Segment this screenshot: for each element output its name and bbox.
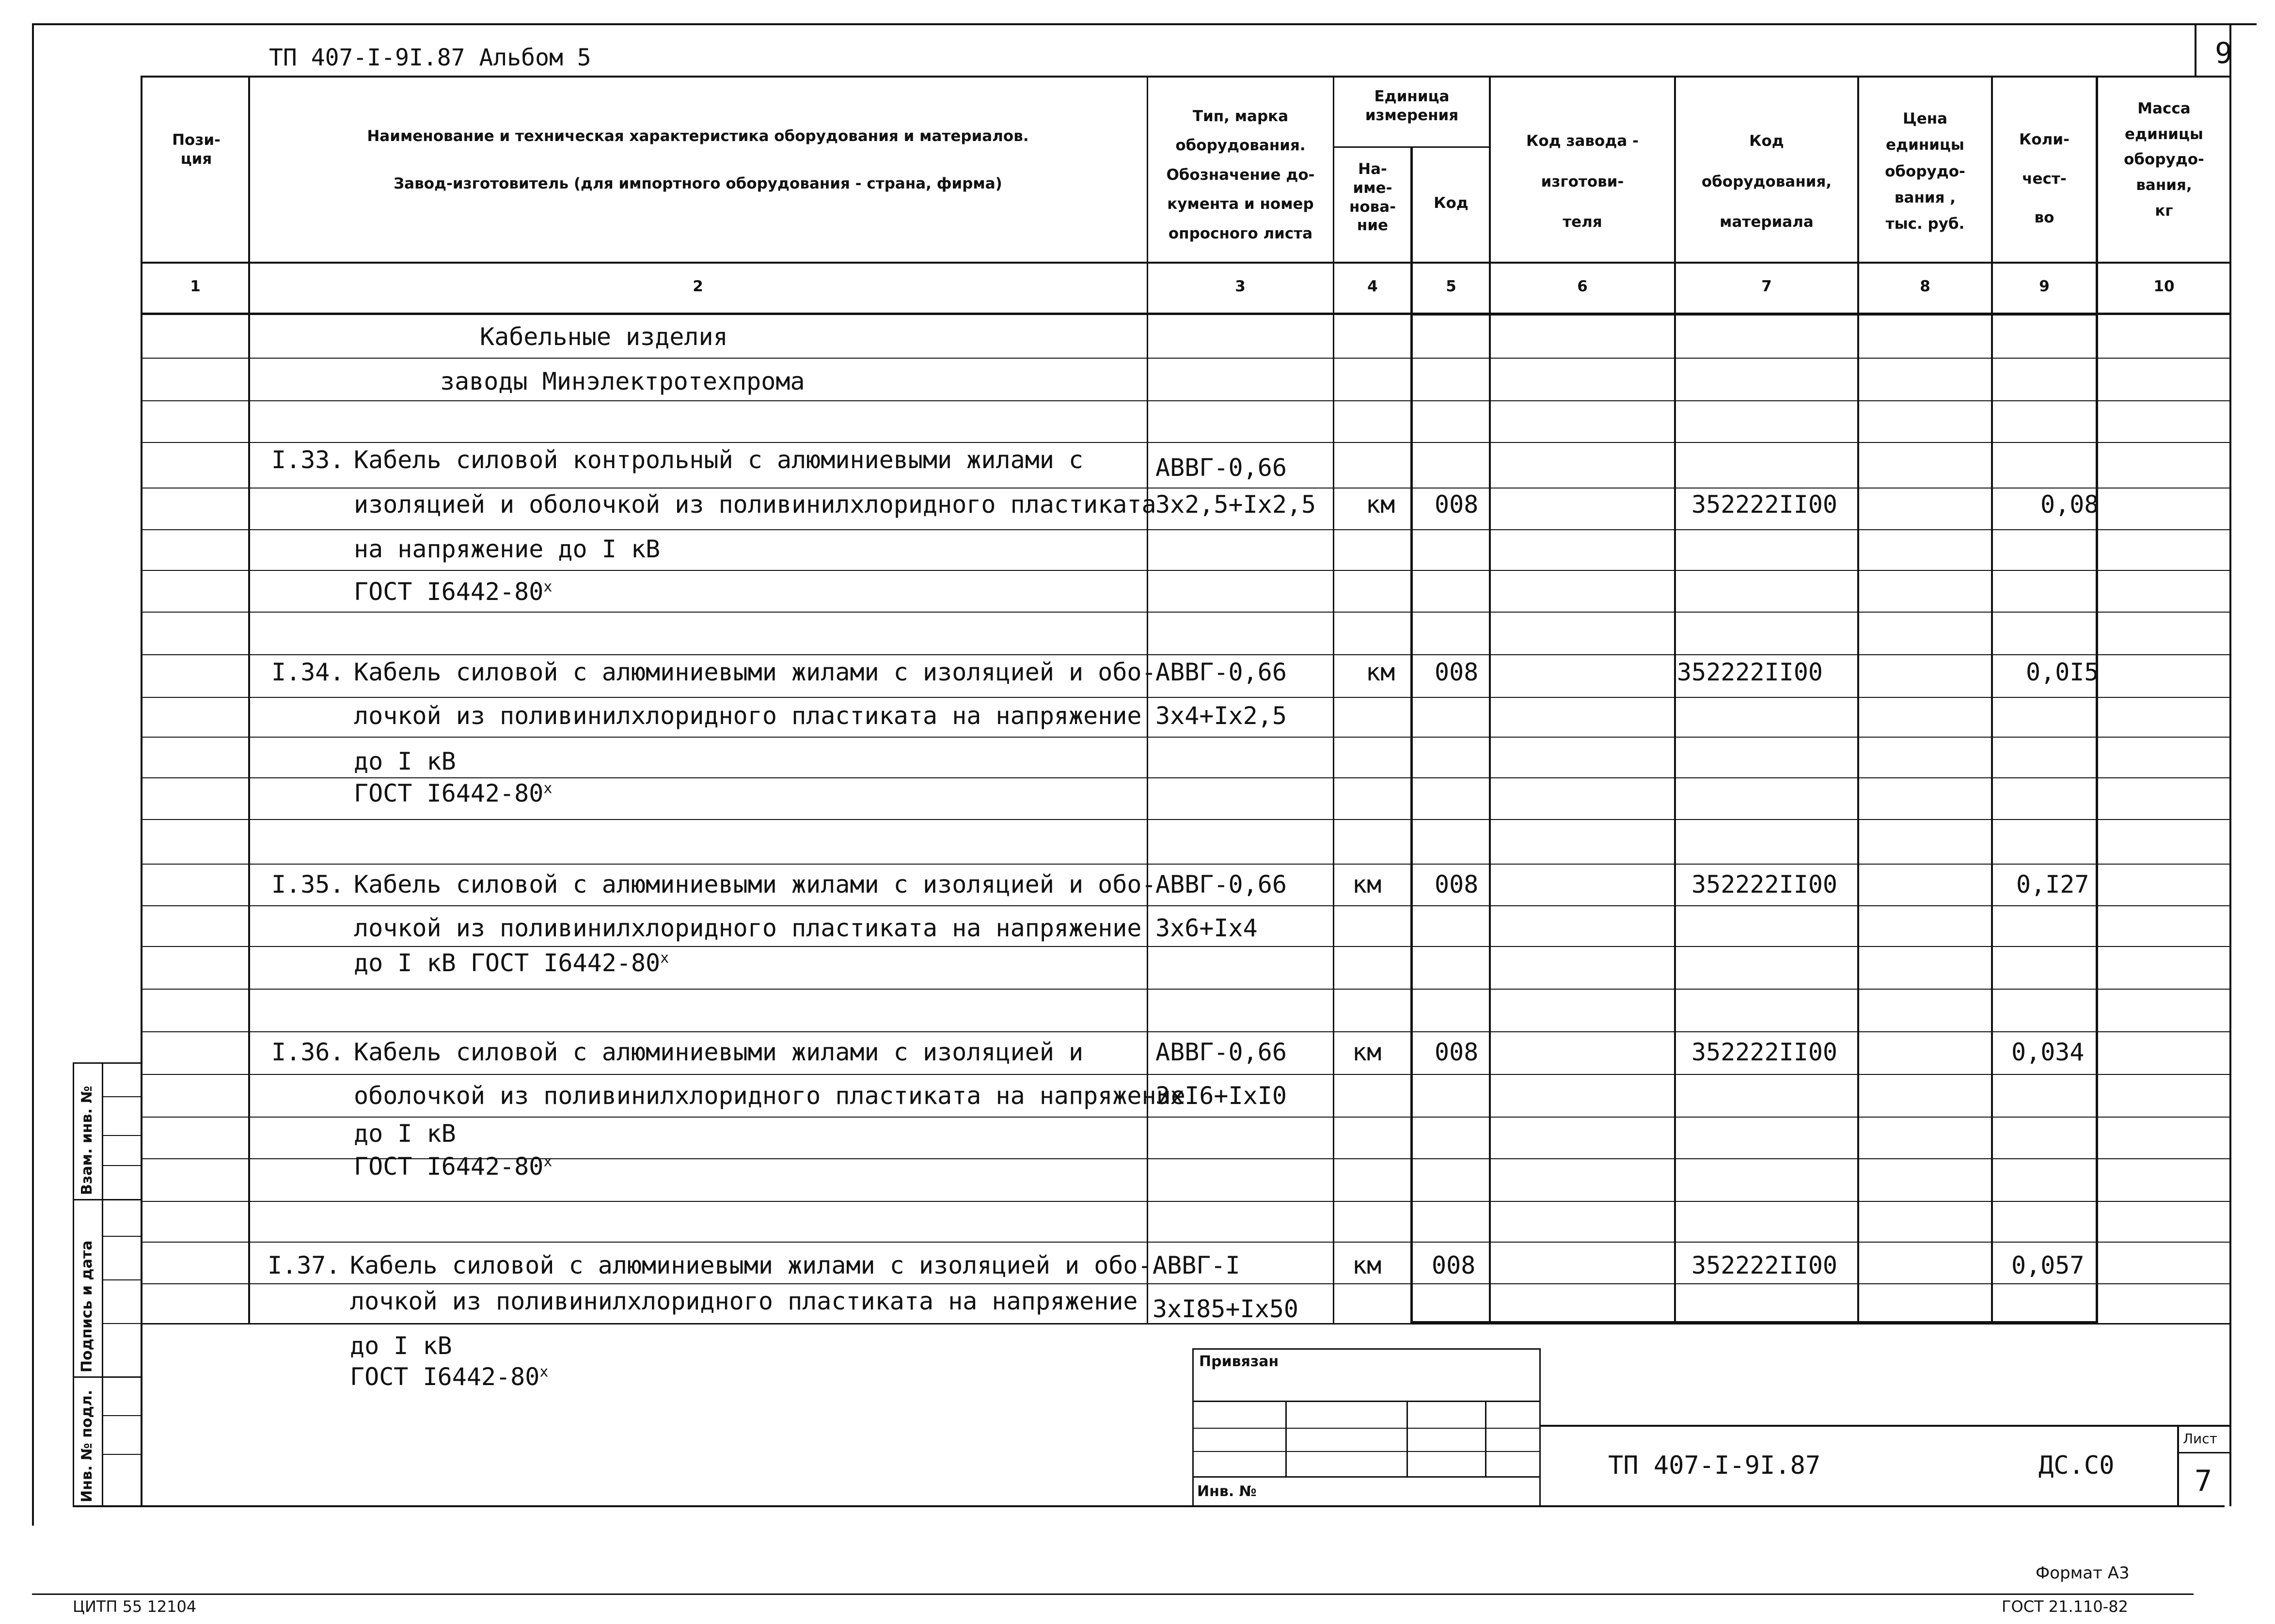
item-qty: 0,034 bbox=[2011, 1038, 2085, 1066]
document-title: ТП 407-I-9I.87 Альбом 5 bbox=[269, 44, 591, 71]
item-name-line: на напряжение до I кВ bbox=[354, 535, 661, 563]
col-number-8: 8 bbox=[1920, 278, 1930, 295]
col-number-1: 1 bbox=[190, 278, 201, 295]
col-number-9: 9 bbox=[2039, 278, 2050, 295]
item-position: I.33. bbox=[271, 446, 345, 474]
item-type: АВВГ-0,66 bbox=[1155, 1038, 1287, 1066]
header-maker-code: Код завода - изготови- теля bbox=[1526, 132, 1639, 231]
item-gost: до I кВ ГОСТ $I6442-80^х$ bbox=[354, 949, 669, 977]
col-number-2: 2 bbox=[693, 278, 703, 295]
item-unit: км bbox=[1352, 870, 1382, 899]
item-type: 3хI6+IхI0 bbox=[1155, 1082, 1287, 1110]
item-name-line: оболочкой из поливинилхлоридного пластиката на напряжение bbox=[354, 1082, 1185, 1110]
item-gost: ГОСТ $I6442-80^х$ bbox=[354, 578, 553, 606]
col-number-5: 5 bbox=[1446, 278, 1456, 295]
item-type: 3х2,5+Iх2,5 bbox=[1155, 490, 1316, 519]
item-name-line: изоляцией и оболочкой из поливинилхлоридного пластиката bbox=[354, 490, 1156, 519]
title-doc-mark: ДС.С0 bbox=[2038, 1451, 2115, 1480]
section-title: Кабельные изделия bbox=[480, 323, 728, 351]
item-name-line: до I кВ bbox=[354, 747, 456, 775]
item-name-line: до I кВ bbox=[350, 1332, 452, 1360]
item-name-line: Кабель силовой контрольный с алюминиевыми жилами с bbox=[354, 446, 1084, 474]
item-type: АВВГ-0,66 bbox=[1155, 870, 1287, 899]
item-qty: 0,I27 bbox=[2016, 870, 2089, 899]
header-equip-code: Код оборудования, материала bbox=[1701, 132, 1832, 231]
item-position: I.34. bbox=[271, 658, 345, 686]
item-unit-code: 008 bbox=[1435, 1038, 1479, 1066]
item-unit: км bbox=[1366, 658, 1395, 686]
stamp-inv-number: Инв. № bbox=[1197, 1483, 1257, 1500]
sheet-number-corner: 9 bbox=[2215, 36, 2233, 70]
footer-gost: ГОСТ 21.110-82 bbox=[2002, 1597, 2128, 1616]
header-position: Пози- ция bbox=[172, 131, 221, 168]
item-unit: км bbox=[1352, 1251, 1382, 1279]
header-qty: Коли- чест- во bbox=[2019, 131, 2070, 227]
item-name-line: до I кВ bbox=[354, 1119, 456, 1148]
header-name: Наименование и техническая характеристика оборудования и материалов. bbox=[367, 127, 1029, 145]
item-type: 3х4+Iх2,5 bbox=[1155, 702, 1287, 730]
item-equip-code: 352222II00 bbox=[1691, 1251, 1838, 1279]
side-label-inv-podl: Инв. № подл. bbox=[79, 1389, 95, 1502]
item-name-line: лочкой из поливинилхлоридного пластиката на напряжение bbox=[354, 914, 1142, 942]
header-mass: Масса единицы оборудо- вания, кг bbox=[2124, 100, 2204, 220]
item-type: 3хI85+Iх50 bbox=[1153, 1295, 1299, 1323]
col-number-3: 3 bbox=[1235, 278, 1246, 295]
item-type: АВВГ-0,66 bbox=[1155, 454, 1287, 482]
side-label-vzam: Взам. инв. № bbox=[79, 1086, 95, 1195]
item-equip-code: 352222II00 bbox=[1691, 1038, 1838, 1066]
item-unit-code: 008 bbox=[1435, 490, 1479, 519]
item-unit: км bbox=[1352, 1038, 1382, 1066]
item-qty: 0,08 bbox=[2040, 490, 2099, 519]
side-label-podpis: Подпись и дата bbox=[79, 1240, 95, 1372]
header-manufacturer: Завод-изготовитель (для импортного оборудования - страна, фирма) bbox=[394, 175, 1002, 192]
col-number-4: 4 bbox=[1367, 278, 1378, 295]
header-price: Цена единицы оборудо- вания , тыс. руб. bbox=[1885, 110, 1965, 233]
item-unit-code: 008 bbox=[1435, 870, 1479, 899]
item-name-line: Кабель силовой с алюминиевыми жилами с изоляцией и обо- bbox=[354, 658, 1156, 686]
col-number-6: 6 bbox=[1577, 278, 1588, 295]
item-unit: км bbox=[1366, 490, 1395, 519]
col-number-7: 7 bbox=[1761, 278, 1772, 295]
item-qty: 0,057 bbox=[2011, 1251, 2085, 1279]
item-equip-code: 352222II00 bbox=[1691, 870, 1838, 899]
item-equip-code: 352222II00 bbox=[1691, 490, 1838, 519]
item-position: I.37. bbox=[268, 1251, 341, 1279]
title-doc-code: ТП 407-I-9I.87 bbox=[1608, 1451, 1821, 1480]
section-subtitle: заводы Минэлектротехпрома bbox=[440, 367, 805, 395]
item-unit-code: 008 bbox=[1435, 658, 1479, 686]
item-position: I.35. bbox=[271, 870, 345, 899]
item-gost: ГОСТ $I6442-80^х$ bbox=[354, 1152, 553, 1181]
item-name-line: лочкой из поливинилхлоридного пластиката на напряжение bbox=[354, 702, 1142, 730]
col-number-10: 10 bbox=[2153, 278, 2175, 295]
item-name-line: лочкой из поливинилхлоридного пластиката на напряжение bbox=[350, 1287, 1138, 1315]
item-position: I.36. bbox=[271, 1038, 345, 1066]
item-gost: ГОСТ $I6442-80^х$ bbox=[354, 779, 553, 807]
title-list-number: 7 bbox=[2195, 1464, 2212, 1498]
item-name-line: Кабель силовой с алюминиевыми жилами с изоляцией и bbox=[354, 1038, 1084, 1066]
item-name-line: Кабель силовой с алюминиевыми жилами с изоляцией и обо- bbox=[350, 1251, 1153, 1279]
footer-format: Формат А3 bbox=[2036, 1563, 2130, 1583]
stamp-privyazan: Привязан bbox=[1199, 1353, 1279, 1370]
title-list-label: Лист bbox=[2183, 1431, 2217, 1447]
item-type: АВВГ-I bbox=[1153, 1251, 1240, 1279]
item-type: 3х6+Iх4 bbox=[1155, 914, 1258, 942]
footer-left-code: ЦИТП 55 12104 bbox=[73, 1597, 197, 1616]
header-unit: Единица измерения bbox=[1365, 88, 1459, 124]
header-unit-name: На- име- нова- ние bbox=[1349, 160, 1396, 235]
item-unit-code: 008 bbox=[1432, 1251, 1476, 1279]
header-type: Тип, марка оборудования. Обозначение до- кумента и номер опросного листа bbox=[1166, 108, 1315, 242]
footer-line bbox=[32, 1593, 2194, 1595]
item-type: АВВГ-0,66 bbox=[1155, 658, 1287, 686]
item-gost: ГОСТ $I6442-80^х$ bbox=[350, 1363, 549, 1391]
item-equip-code: 352222II00 bbox=[1677, 658, 1823, 686]
item-name-line: Кабель силовой с алюминиевыми жилами с изоляцией и обо- bbox=[354, 870, 1156, 899]
item-qty: 0,0I5 bbox=[2026, 658, 2099, 686]
header-unit-code: Код bbox=[1434, 194, 1469, 212]
